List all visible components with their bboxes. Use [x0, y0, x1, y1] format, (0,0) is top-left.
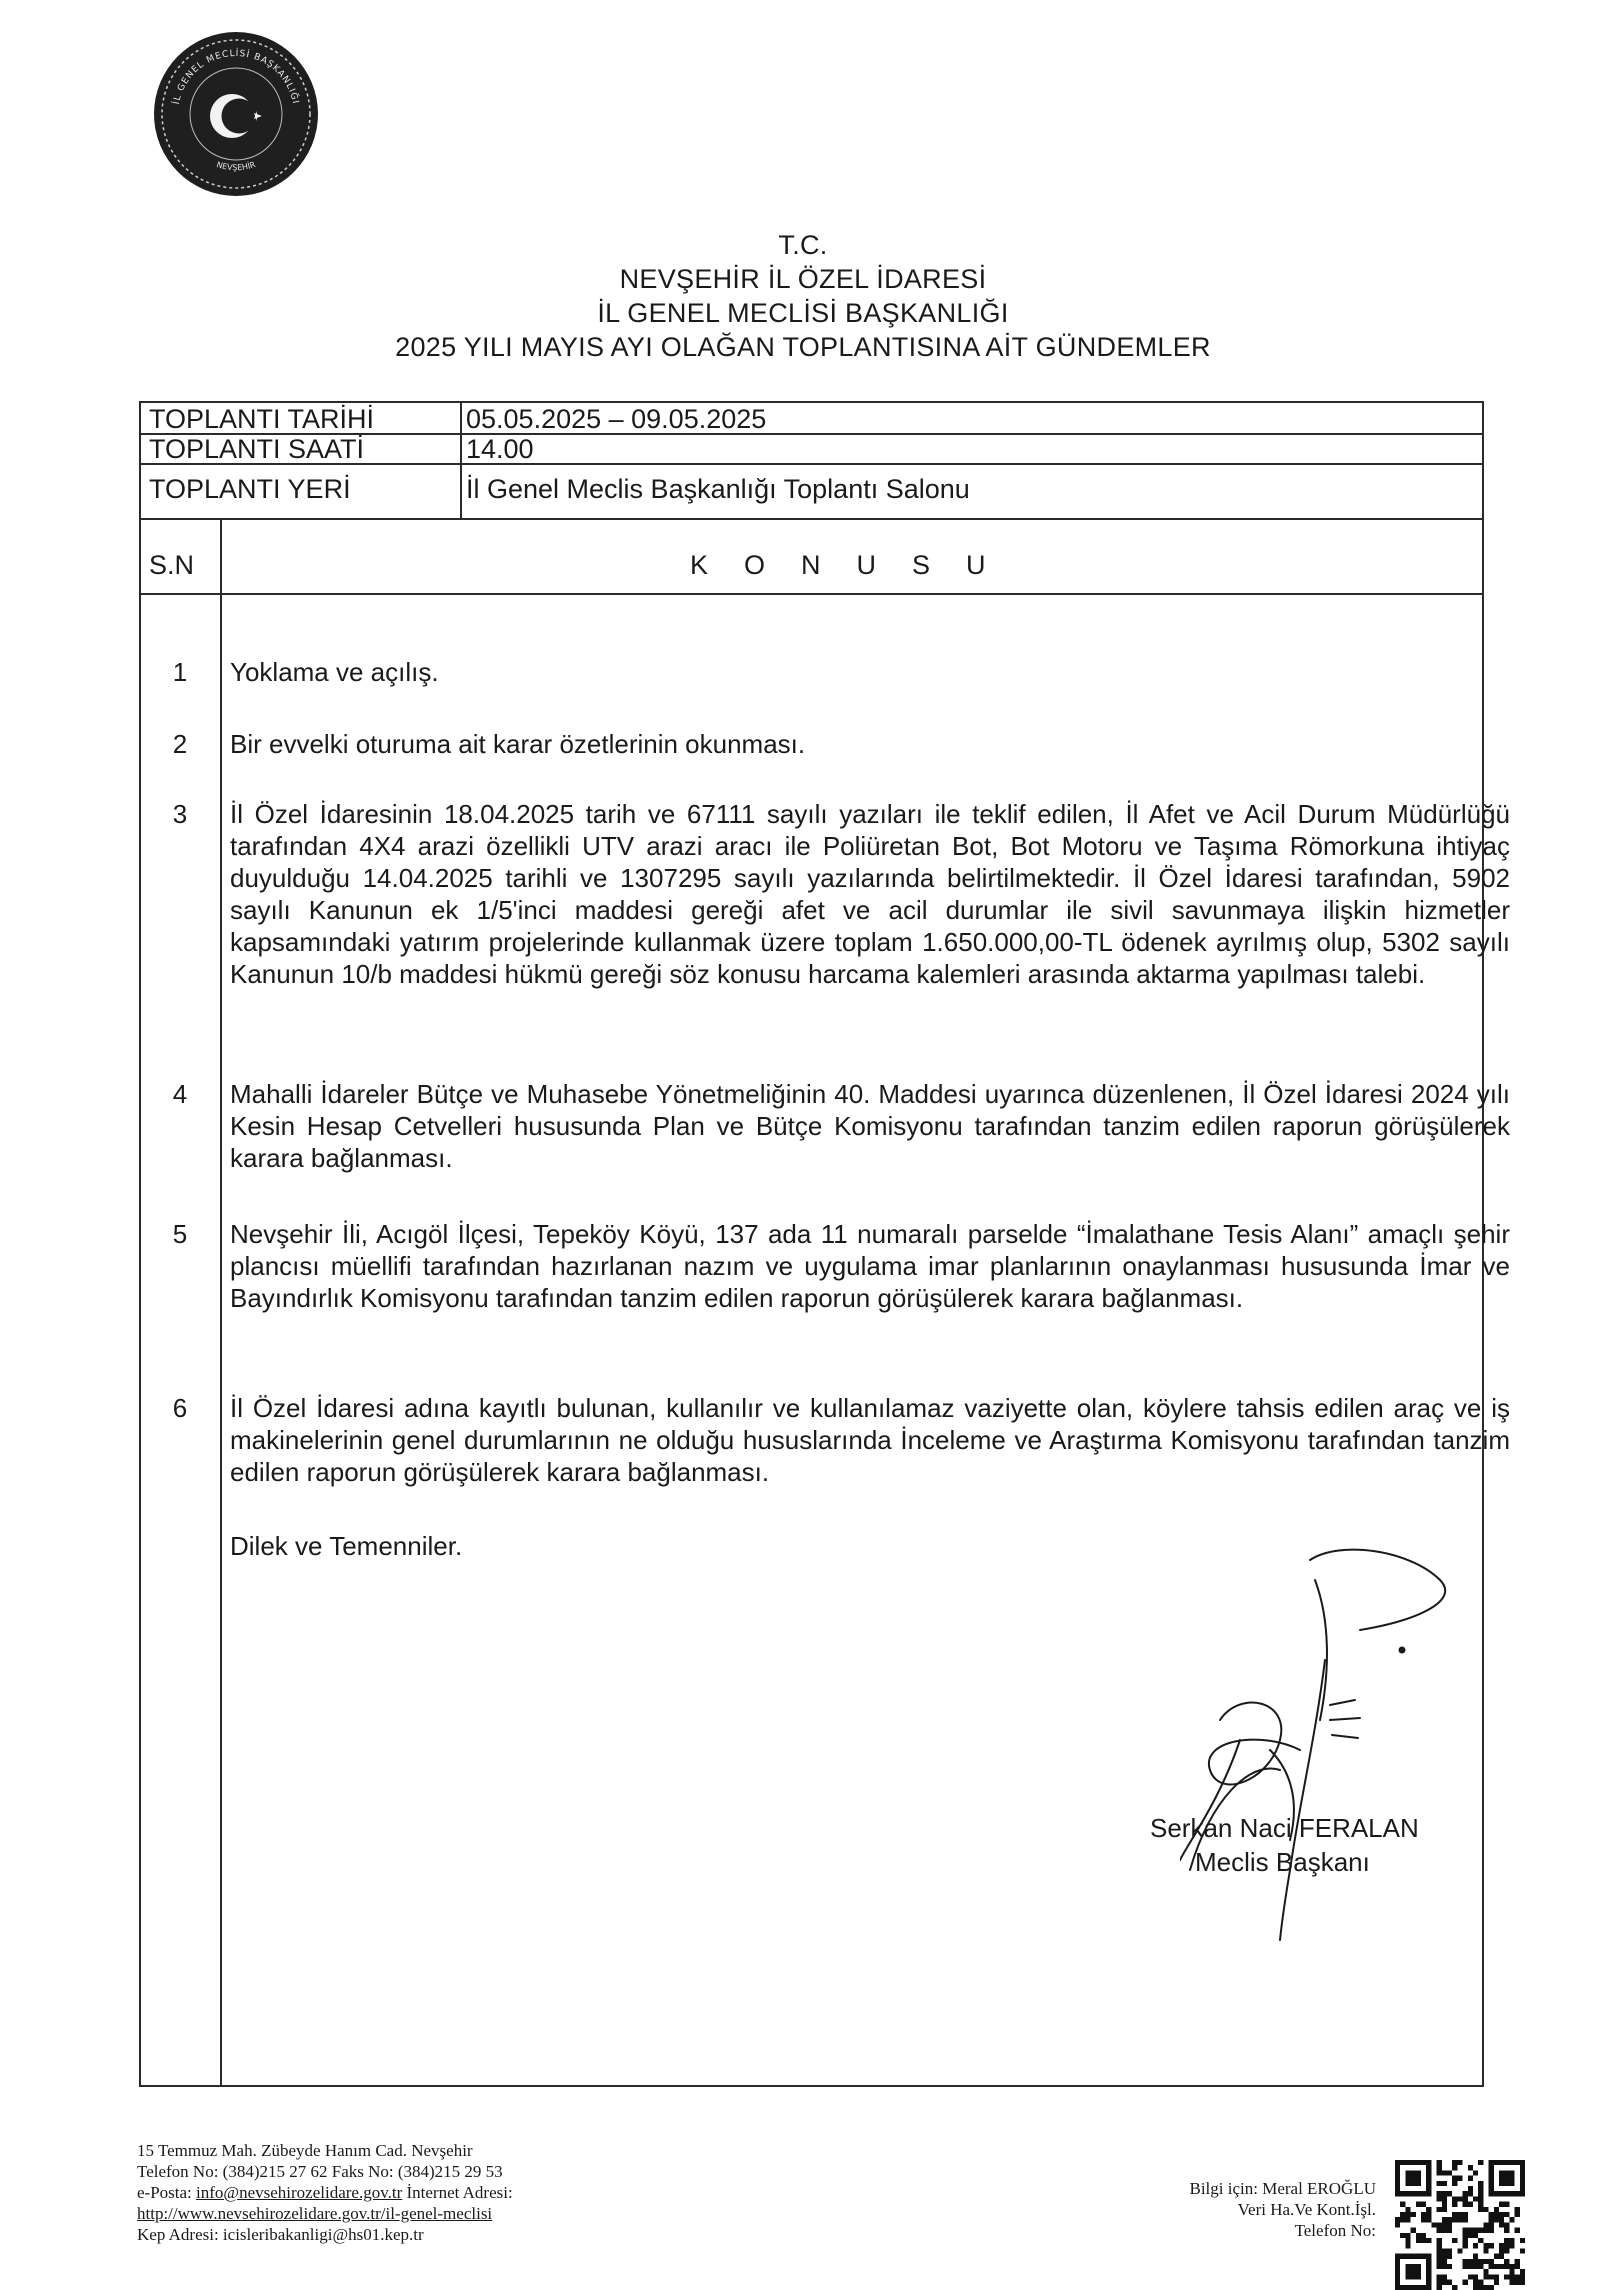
agenda-item-number: 4: [172, 1079, 188, 1109]
signer-name: Serkan Naci FERALAN: [1150, 1813, 1419, 1843]
header-department: İL GENEL MECLİSİ BAŞKANLIĞI: [597, 298, 1009, 328]
footer-email-link[interactable]: info@nevsehirozelidare.gov.tr: [196, 2183, 403, 2202]
meeting-place-value: İl Genel Meclis Başkanlığı Toplantı Salonu: [466, 474, 970, 504]
header-institution: NEVŞEHİR İL ÖZEL İDARESİ: [619, 264, 987, 294]
seal-logo: [152, 30, 320, 198]
meeting-place-label: TOPLANTI YERİ: [149, 474, 351, 504]
svg-text:NEVŞEHİR: NEVŞEHİR: [215, 160, 257, 173]
footer-web-label: İnternet Adresi:: [406, 2183, 513, 2202]
meeting-time-label: TOPLANTI SAATİ: [149, 434, 365, 464]
meeting-date-label: TOPLANTI TARİHİ: [149, 404, 375, 434]
agenda-item-text: Bir evvelki oturuma ait karar özetlerinin okunması.: [230, 729, 806, 759]
footer-address: 15 Temmuz Mah. Zübeyde Hanım Cad. Nevşehir: [137, 2141, 473, 2160]
footer-info-contact: [1189, 2178, 1376, 2241]
qr-code[interactable]: [1395, 2160, 1525, 2290]
footer-email-line: [137, 2182, 513, 2203]
agenda-item-number: 3: [172, 799, 188, 829]
agenda-item-number: 6: [172, 1393, 188, 1423]
agenda-item-text: Mahalli İdareler Bütçe ve Muhasebe Yönetmeliğinin 40. Maddesi uyarınca düzenlenen, İl Özel İdaresi 2024 yılı Kesin Hesap Cetvelleri hususunda Plan ve Bütçe Komisyonu tarafından tanzim edilen raporun görüşülerek karara bağlanması.: [230, 1079, 1510, 1173]
svg-text:İL GENEL MECLİSİ BAŞKANLIĞI: İL GENEL MECLİSİ BAŞKANLIĞI: [171, 48, 301, 106]
subject-column-header: KONUSU: [690, 550, 1022, 580]
agenda-item-number: 1: [172, 657, 188, 687]
meeting-date-value: 05.05.2025 – 09.05.2025: [466, 404, 767, 434]
document-header: [0, 228, 1606, 364]
info-contact-phone: Telefon No:: [1294, 2221, 1376, 2240]
footer-contact: [137, 2140, 513, 2245]
agenda-item-text: İl Özel İdaresinin 18.04.2025 tarih ve 67111 sayılı yazıları ile teklif edilen, İl Afet ve Acil Durum Müdürlüğü tarafından 4X4 arazi özellikli UTV arazi aracı ile Poliüretan Bot, Bot Motoru ve Taşıma Römorkuna ihtiyaç duyulduğu 14.04.2025 tarihli ve 1307295 sayılı yazılarında belirtilmektedir. İl Özel İdaresi tarafından, 5902 sayılı Kanunun ek 1/5'inci maddesi gereği afet ve acil durumlar ile sivil savunmaya ilişkin hizmetler kapsamındaki yatırım projelerinde kullanmak üzere toplam 1.650.000,00-TL ödenek ayrılmış olup, 5302 sayılı Kanunun 10/b maddesi hükmü gereği söz konusu harcama kalemleri arasında aktarma yapılması talebi.: [230, 799, 1510, 989]
footer-kep: Kep Adresi: icisleribakanligi@hs01.kep.tr: [137, 2225, 424, 2244]
header-tc: T.C.: [778, 230, 828, 260]
agenda-item-number: 5: [172, 1219, 188, 1249]
footer-email-label: e-Posta:: [137, 2183, 192, 2202]
agenda-item-text: Nevşehir İli, Acıgöl İlçesi, Tepeköy Köyü, 137 ada 11 numaralı parselde “İmalathane Tesis Alanı” amaçlı şehir plancısı müellifi tarafından hazırlanan nazım ve uygulama imar planlarının onaylanması hususunda İmar ve Bayındırlık Komisyonu tarafından tanzim edilen raporun görüşülerek karara bağlanması.: [230, 1219, 1510, 1313]
footer-phone-fax: Telefon No: (384)215 27 62 Faks No: (384)215 29 53: [137, 2162, 503, 2181]
agenda-item-text: İl Özel İdaresi adına kayıtlı bulunan, kullanılır ve kullanılamaz vaziyette olan, köylere tahsis edilen araç ve iş makinelerinin genel durumlarının ne olduğu hususlarında İnceleme ve Araştırma Komisyonu tarafından tanzim edilen raporun görüşülerek karara bağlanması.: [230, 1393, 1510, 1487]
info-contact-role: Veri Ha.Ve Kont.İşl.: [1237, 2200, 1376, 2219]
closing-remarks: Dilek ve Temenniler.: [230, 1531, 463, 1561]
signer-title: Meclis Başkanı: [1195, 1847, 1370, 1877]
agenda-item-number: 2: [172, 729, 188, 759]
info-contact-name: Bilgi için: Meral EROĞLU: [1189, 2179, 1376, 2198]
agenda-item-text: Yoklama ve açılış.: [230, 657, 439, 687]
meeting-time-value: 14.00: [466, 434, 534, 464]
footer-web-link[interactable]: http://www.nevsehirozelidare.gov.tr/il-genel-meclisi: [137, 2204, 493, 2223]
header-title: 2025 YILI MAYIS AYI OLAĞAN TOPLANTISINA AİT GÜNDEMLER: [395, 332, 1211, 362]
sn-column-header: S.N: [149, 550, 195, 580]
handwritten-signature: [1180, 1540, 1480, 1960]
